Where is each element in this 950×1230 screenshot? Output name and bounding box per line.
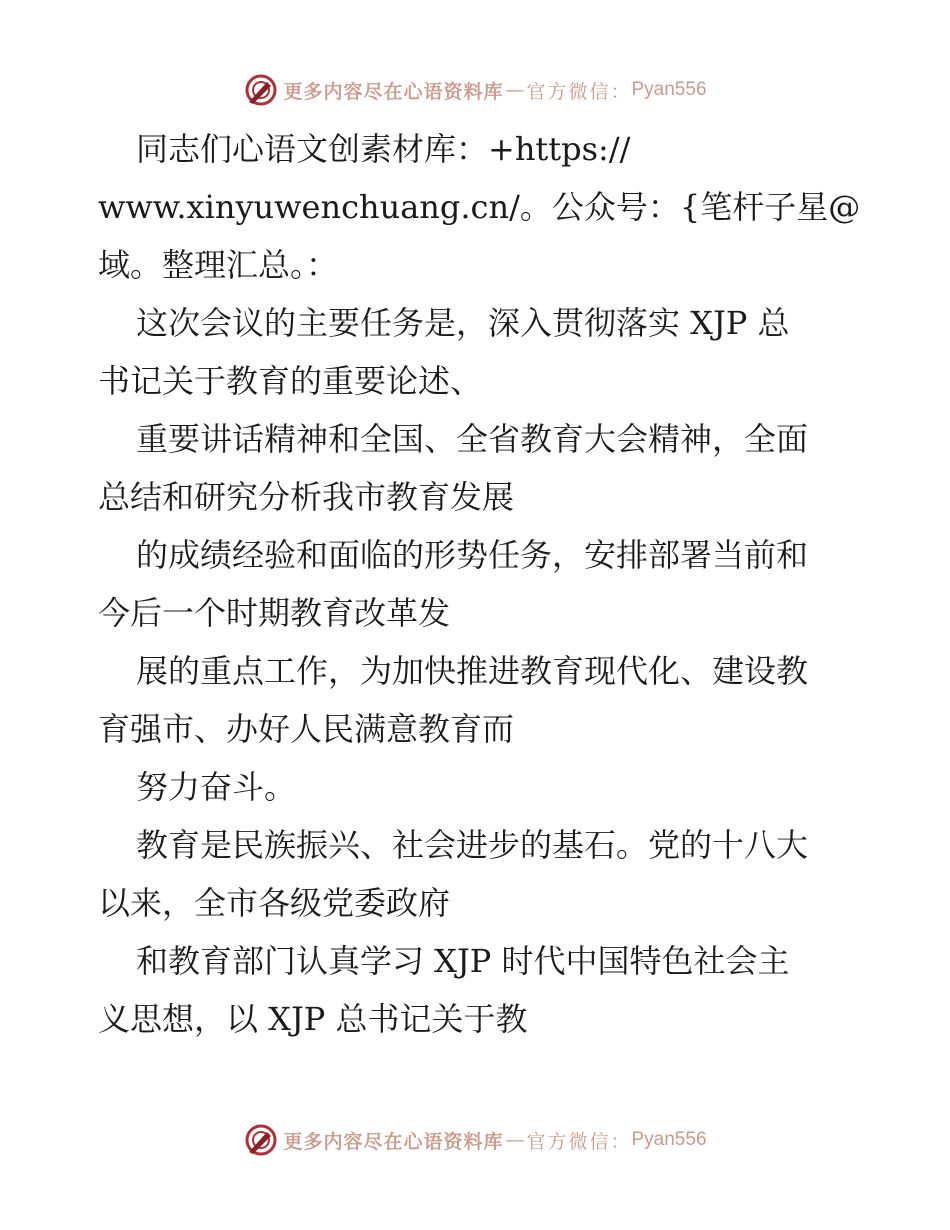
body-text-line: 的成绩经验和面临的形势任务，安排部署当前和	[136, 536, 809, 574]
body-text-line: 同志们心语文创素材库：+https://	[136, 130, 631, 168]
header-banner	[0, 70, 950, 110]
banner-slogan: 更多内容尽在心语资料库	[283, 1130, 504, 1153]
body-text-line: 今后一个时期教育改革发	[98, 594, 451, 632]
body-text-line: 总结和研究分析我市教育发展	[98, 478, 515, 516]
logo-icon	[243, 1122, 279, 1158]
body-text-line: 育强市、办好人民满意教育而	[98, 710, 515, 748]
body-text-line: 努力奋斗。	[136, 768, 297, 806]
banner-wechat-id: Pyan556	[631, 1129, 707, 1150]
body-text-line: 书记关于教育的重要论述、	[98, 362, 483, 400]
body-text-line: 以来，全市各级党委政府	[98, 884, 451, 922]
body-text-line: 展的重点工作，为加快推进教育现代化、建设教	[136, 652, 809, 690]
body-text-line: www.xinyuwenchuang.cn/。公众号：{笔杆子星@	[98, 188, 861, 226]
body-text-line: 重要讲话精神和全国、全省教育大会精神，全面	[136, 420, 809, 458]
footer-banner	[0, 1120, 950, 1160]
banner-slogan: 更多内容尽在心语资料库	[283, 80, 504, 103]
body-text-line: 域。整理汇总。：	[98, 246, 339, 284]
body-text-line: 义思想，以 XJP 总书记关于教	[98, 1000, 528, 1038]
banner-official-label: 官方微信：	[526, 1130, 632, 1153]
banner-dash: —	[505, 1129, 525, 1151]
banner-dash: —	[505, 79, 525, 101]
body-text-line: 教育是民族振兴、社会进步的基石。党的十八大	[136, 826, 809, 864]
logo-icon	[243, 72, 279, 108]
body-text-line: 和教育部门认真学习 XJP 时代中国特色社会主	[136, 942, 790, 980]
body-text-line: 这次会议的主要任务是，深入贯彻落实 XJP 总	[136, 304, 790, 342]
banner-wechat-id: Pyan556	[631, 79, 707, 100]
banner-official-label: 官方微信：	[526, 80, 632, 103]
document-body	[98, 120, 861, 1048]
